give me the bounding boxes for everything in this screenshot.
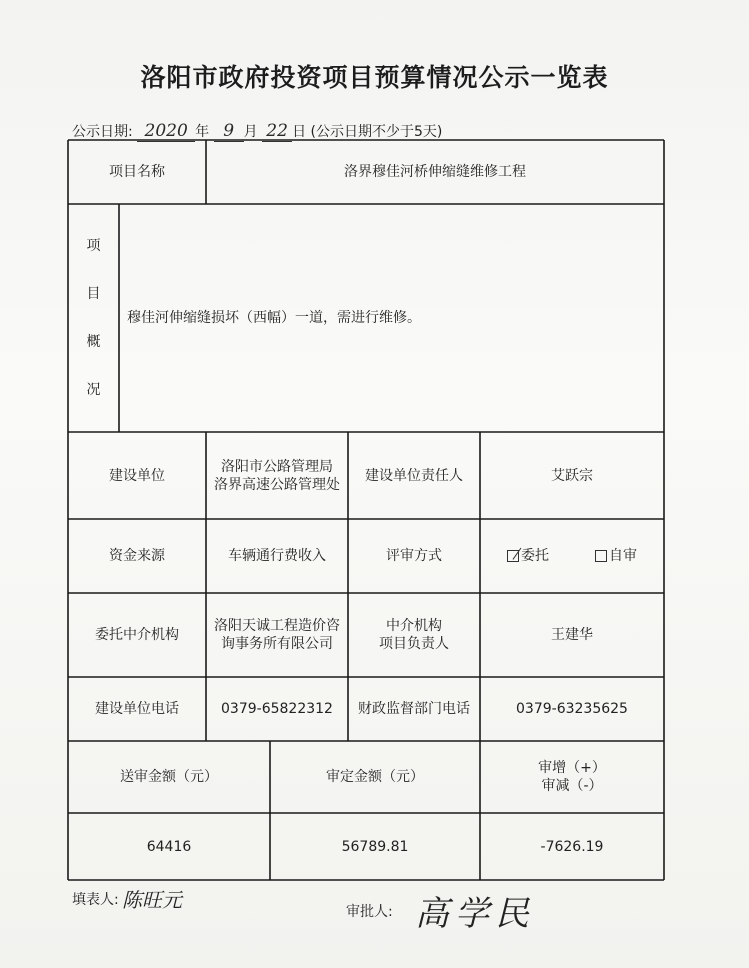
agency-value bbox=[206, 593, 348, 677]
builder-person-value: 艾跃宗 bbox=[551, 467, 593, 484]
publish-year: 2020 bbox=[137, 121, 195, 142]
overview-label-char: 况 bbox=[86, 382, 101, 398]
agency-line-1: 洛阳天诚工程造价咨 bbox=[214, 618, 340, 634]
document-title: 洛阳市政府投资项目预算情况公示一览表 bbox=[140, 63, 609, 92]
agency-person-label-line-1: 中介机构 bbox=[386, 618, 442, 634]
builder-label: 建设单位 bbox=[109, 467, 165, 484]
difference-value: -7626.19 bbox=[540, 838, 604, 855]
year-unit: 年 bbox=[195, 124, 210, 140]
difference-label-increase: 审增（+） bbox=[538, 760, 606, 776]
difference-label-decrease: 审减（-） bbox=[541, 778, 603, 794]
fund-source-value: 车辆通行费收入 bbox=[228, 548, 326, 564]
filler-label: 填表人: bbox=[72, 892, 119, 908]
finance-phone-label: 财政监督部门电话 bbox=[358, 701, 470, 717]
agency-person-label-line-2: 项目负责人 bbox=[379, 636, 449, 652]
overview-label-char: 目 bbox=[86, 286, 101, 302]
builder-person-label: 建设单位责任人 bbox=[365, 467, 463, 484]
month-unit: 月 bbox=[243, 124, 258, 140]
review-method-options bbox=[480, 519, 664, 593]
publish-date-note: (公示日期不少于5天) bbox=[310, 124, 443, 140]
overview-text: 穆佳河伸缩缝损坏（西幅）一道，需进行维修。 bbox=[127, 310, 421, 326]
submitted-amount-value: 64416 bbox=[146, 838, 192, 855]
submitted-amount-label: 送审金额（元） bbox=[120, 769, 218, 785]
overview-label-char: 概 bbox=[86, 334, 101, 350]
finance-phone-value: 0379-63235625 bbox=[516, 701, 628, 717]
approver-signature: 高学民 bbox=[415, 894, 535, 934]
overview-label-char: 项 bbox=[86, 238, 101, 254]
builder-phone-label: 建设单位电话 bbox=[95, 701, 179, 717]
overview-label bbox=[68, 204, 119, 432]
entrust-option-label: 委托 bbox=[521, 548, 549, 564]
approved-amount-label: 审定金额（元） bbox=[326, 769, 424, 785]
entrust-checkbox[interactable] bbox=[507, 550, 519, 562]
fund-source-label: 资金来源 bbox=[109, 548, 165, 564]
publish-month: 9 bbox=[214, 121, 244, 142]
day-unit: 日 bbox=[292, 124, 307, 140]
agency-line-2: 询事务所有限公司 bbox=[221, 636, 333, 652]
agency-label: 委托中介机构 bbox=[95, 627, 179, 643]
project-name-value: 洛界穆佳河桥伸缩缝维修工程 bbox=[344, 164, 526, 180]
difference-label bbox=[480, 741, 664, 813]
self-review-option-label: 自审 bbox=[609, 548, 637, 564]
self-review-checkbox[interactable] bbox=[595, 550, 607, 562]
publish-day: 22 bbox=[262, 121, 292, 142]
builder-value bbox=[206, 432, 348, 519]
approved-amount-value: 56789.81 bbox=[341, 838, 409, 855]
agency-person-label bbox=[348, 593, 480, 677]
publish-date-label: 公示日期: bbox=[72, 124, 133, 140]
agency-person-value: 王建华 bbox=[551, 627, 593, 643]
approver-label: 审批人: bbox=[346, 904, 393, 920]
builder-line-1: 洛阳市公路管理局 bbox=[221, 458, 333, 475]
builder-line-2: 洛界高速公路管理处 bbox=[214, 476, 340, 493]
project-name-label: 项目名称 bbox=[109, 164, 165, 180]
builder-phone-value: 0379-65822312 bbox=[221, 701, 333, 717]
filler-signature: 陈旺元 bbox=[122, 888, 182, 912]
review-method-label: 评审方式 bbox=[386, 548, 442, 564]
